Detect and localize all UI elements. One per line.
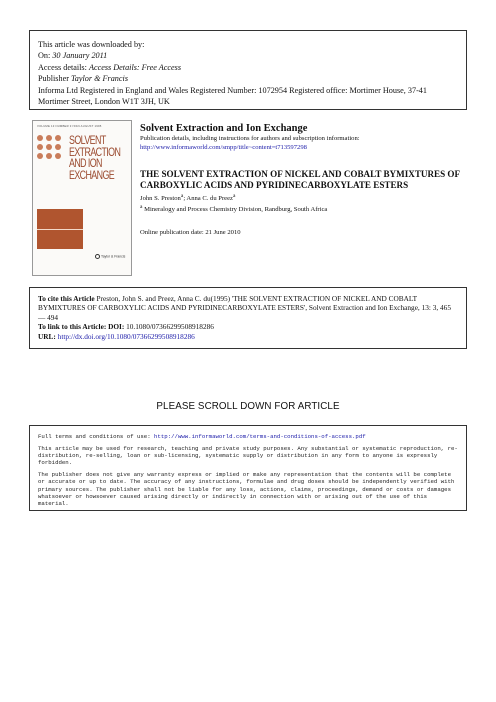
publisher-logo-icon: [95, 254, 100, 259]
cover-color-block: [37, 209, 83, 249]
online-publication-date: Online publication date: 21 June 2010: [140, 228, 241, 236]
journal-info: [140, 122, 470, 236]
publication-details: Publication details, including instructions for authors and subscription information:: [140, 135, 360, 142]
url-line: URL: http://dx.doi.org/10.1080/07366299508918286: [38, 331, 195, 341]
terms-url-link[interactable]: http://www.informaworld.com/terms-and-conditions-of-access.pdf: [154, 433, 366, 440]
access-details: Access Details: Free Access: [88, 62, 182, 72]
access-details-line: Access details: Access Details: Free Access: [38, 62, 182, 72]
journal-cover-image: [32, 120, 132, 276]
cover-publisher-logo: Taylor & Francis: [95, 254, 125, 259]
publisher-line: Publisher Taylor & Francis: [38, 74, 128, 84]
cover-volume-strip: VOLUME 13 NUMBER 3 ISSN AUGUST 1995: [37, 124, 102, 128]
citation-box: [29, 287, 467, 349]
downloaded-by-line: This article was downloaded by:: [38, 40, 145, 49]
cover-dots-pattern: [37, 135, 63, 163]
doi-value: 10.1080/07366299508918286: [124, 322, 214, 332]
article-title: THE SOLVENT EXTRACTION OF NICKEL AND COBALT BYMIXTURES OF CARBOXYLIC ACIDS AND PYRIDINECARBOXYLATE ESTERS: [140, 169, 460, 191]
terms-box: [29, 425, 467, 511]
terms-paragraph-disclaimer: The publisher does not give any warranty express or implied or make any representation that the contents will be complete or accurate or up to date. The accuracy of any instructions, formulae and drug doses should be independently verified with primary sources. The publisher shall not be liable for any loss, actions, claims, proceedings, demand or costs or damages whatsoever or howsoever caused arising directly or indirectly in connection with or arising out of the use of this material.: [38, 471, 455, 507]
journal-name: Solvent Extraction and Ion Exchange: [140, 123, 308, 134]
doi-line: To link to this Article: DOI: 10.1080/07366299508918286: [38, 322, 214, 332]
terms-paragraph-usage: This article may be used for research, teaching and private study purposes. Any substantial or systematic reproduction, re-distribution, re-selling, loan or sub-licensing, systematic supply or distribution in any form to anyone is expressly forbidden.: [38, 445, 458, 467]
cover-title: SOLVENT EXTRACTION AND ION EXCHANGE: [69, 133, 121, 182]
scroll-down-notice: PLEASE SCROLL DOWN FOR ARTICLE: [156, 401, 340, 412]
publisher-name: Taylor & Francis: [70, 74, 128, 84]
download-info-box: [29, 30, 467, 110]
registration-text: Informa Ltd Registered in England and Wales Registered Number: 1072954 Registered office: Mortimer House, 37-41 Mortimer Street, London W1T 3JH, UK: [38, 85, 427, 107]
terms-link-line: Full terms and conditions of use: http://www.informaworld.com/terms-and-conditions-of-access.pdf: [38, 433, 366, 440]
citation-text: To cite this Article Preston, John S. and Preez, Anna C. du(1995) 'THE SOLVENT EXTRACTION OF NICKEL AND COBALT BYMIXTURES OF CARBOXYLIC ACIDS AND PYRIDINECARBOXYLATE ESTERS', Solvent Extraction and Ion Exchange, 13: 3, 465 — 494: [38, 294, 451, 322]
journal-url-link[interactable]: http://www.informaworld.com/smpp/title~content=t713597298: [140, 143, 307, 151]
author-affiliation: $^a$ Mineralogy and Process Chemistry Division, Randburg, South Africa: [140, 203, 328, 214]
doi-url-link[interactable]: http://dx.doi.org/10.1080/07366299508918286: [55, 331, 195, 341]
article-authors: John S. Preston$^a$; Anna C. du Preez$^a$: [140, 192, 236, 202]
download-date-line: On: 30 January 2011: [38, 51, 108, 61]
download-date: 30 January 2011: [52, 51, 108, 61]
